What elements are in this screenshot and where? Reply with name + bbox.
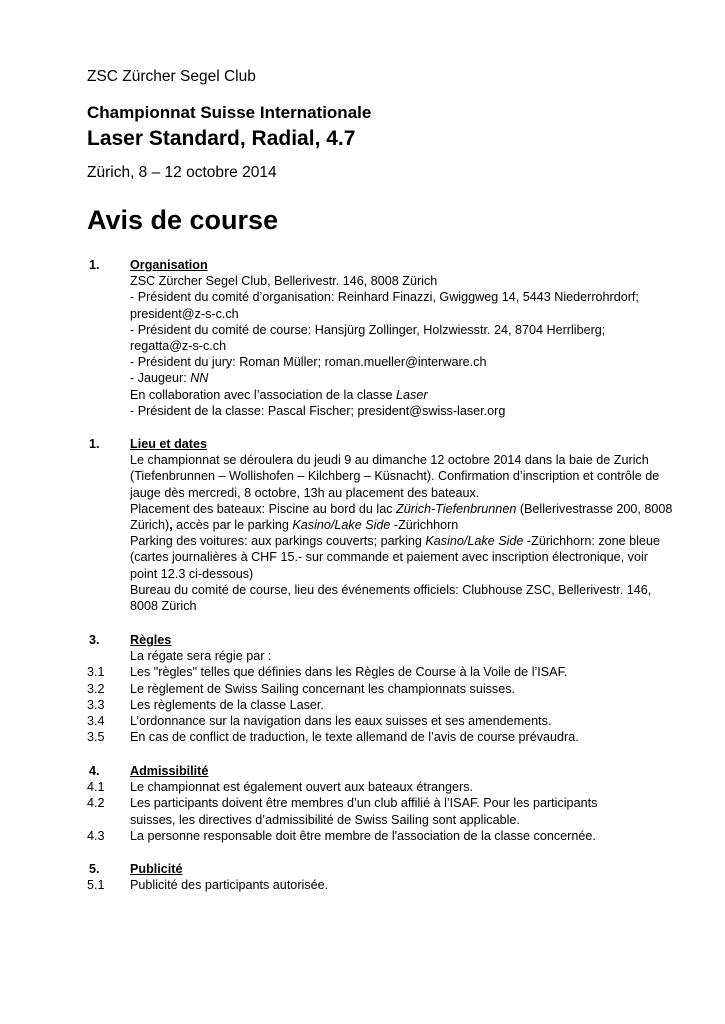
text-run: Placement des bateaux: Piscine au bord du lac: [130, 501, 397, 516]
paragraph-line: point 12.3 ci-dessous): [130, 566, 254, 581]
section-title: Publicité: [130, 862, 183, 876]
event-dates: Zürich, 8 – 12 octobre 2014: [87, 164, 277, 181]
text-run: -Zürichhorn: zone bleue: [523, 534, 660, 549]
list-item: [87, 828, 667, 844]
list-item: [87, 713, 667, 729]
item-text: Publicité des participants autorisée.: [130, 878, 329, 893]
item-number: 3.2: [87, 681, 105, 696]
section-publicite: [87, 861, 667, 893]
section-title: Règles: [130, 633, 172, 647]
jaugeur-name: NN: [190, 371, 209, 386]
item-text: suisses, les directives d’admissibilité de Swiss Sailing sont applicable.: [130, 812, 520, 827]
item-number: 4.1: [87, 780, 105, 795]
org-line: - Président du comité de course: Hansjürg Zollinger, Holzwiesstr. 24, 8704 Herrliberg;: [130, 322, 606, 337]
org-line: - Président de la classe: Pascal Fischer; president@swiss-laser.org: [130, 403, 506, 418]
section-number: 3.: [89, 633, 100, 647]
place-name: Kasino/Lake Side: [425, 534, 524, 549]
list-item: [87, 779, 667, 795]
document-title: Avis de course: [87, 205, 279, 235]
org-line: - Président du comité d’organisation: Reinhard Finazzi, Gwiggweg 14, 5443 Niederrohrdorf;: [130, 290, 639, 305]
section-number: 4.: [89, 764, 100, 778]
championship-title: Championnat Suisse Internationale: [87, 103, 372, 122]
paragraph-line: 8008 Zürich: [130, 599, 197, 614]
jaugeur-label: - Jaugeur:: [130, 371, 191, 386]
item-text: Les participants doivent être membres d’un club affilié à l’ISAF. Pour les participants: [130, 796, 598, 811]
section-regles: [87, 632, 667, 745]
item-number: 3.1: [87, 665, 105, 680]
org-line: regatta@z-s-c.ch: [130, 339, 227, 353]
item-text: En cas de conflict de traduction, le texte allemand de l’avis de course prévaudra.: [130, 730, 579, 745]
item-text: Le règlement de Swiss Sailing concernant les championnats suisses.: [130, 681, 516, 696]
boat-placement-line: [130, 517, 667, 533]
place-name: Kasino/Lake Side: [292, 518, 391, 532]
text-run: accès par le parking: [172, 518, 293, 532]
item-number: 4.2: [87, 796, 105, 811]
item-text: Les "règles" telles que définies dans les Règles de Course à la Voile de l’ISAF.: [130, 665, 568, 680]
section-organisation: [87, 257, 667, 419]
item-number: 3.3: [87, 697, 105, 712]
list-item: [87, 681, 667, 697]
text-run: (Bellerivestrasse 200, 8008: [516, 501, 673, 516]
text-run: ,: [169, 518, 173, 532]
paragraph-line: (cartes journalières à CHF 15.- sur commande et paiement avec inscription électronique, voir: [130, 550, 648, 565]
item-text: Les règlements de la classe Laser.: [130, 697, 324, 712]
car-parking-line: [130, 533, 667, 549]
org-line: ZSC Zürcher Segel Club, Bellerivestr. 146, 8008 Zürich: [130, 274, 438, 289]
section-number: 1.: [89, 258, 100, 272]
item-number: 4.3: [87, 828, 105, 843]
section-number: 5.: [89, 862, 100, 876]
org-line: - Président du jury: Roman Müller; roman.mueller@interware.ch: [130, 355, 487, 370]
list-item: [87, 664, 667, 680]
item-text: La personne responsable doit être membre de l'association de la classe concernée.: [130, 828, 596, 843]
org-line: president@z-s-c.ch: [130, 306, 239, 321]
item-text: L’ordonnance sur la navigation dans les eaux suisses et ses amendements.: [130, 714, 552, 728]
collab-class: Laser: [396, 387, 428, 402]
paragraph-line: (Tiefenbrunnen – Wollishofen – Kilchberg – Küsnacht). Confirmation d’inscription et contrôle de: [130, 469, 660, 484]
paragraph-line: Bureau du comité de course, lieu des événements officiels: Clubhouse ZSC, Bellerivestr. 146,: [130, 582, 652, 597]
section-lieu-dates: [87, 436, 673, 614]
item-text: Le championnat est également ouvert aux bateaux étrangers.: [130, 780, 474, 795]
section-title: Organisation: [130, 258, 208, 272]
section-title: Admissibilité: [130, 764, 209, 778]
section-number: 1.: [89, 437, 100, 451]
text-run: Parking des voitures: aux parkings couverts; parking: [130, 534, 426, 549]
text-run: -Zürichhorn: [390, 518, 459, 532]
list-item: [87, 795, 667, 827]
boat-placement-line: [130, 501, 673, 517]
paragraph-line: jauge dès mercredi, 8 octobre, 13h au placement des bateaux.: [130, 485, 480, 500]
jaugeur-line: [130, 370, 667, 386]
collab-label: En collaboration avec l’association de la classe: [130, 387, 397, 402]
item-number: 3.4: [87, 714, 105, 728]
text-run: Zürich): [130, 518, 170, 532]
boat-classes: Laser Standard, Radial, 4.7: [87, 127, 356, 150]
collab-line: [130, 387, 667, 403]
list-item: [87, 697, 667, 713]
club-name: ZSC Zürcher Segel Club: [87, 68, 256, 85]
place-name: Zürich-Tiefenbrunnen: [396, 501, 517, 516]
section-admissibilite: [87, 763, 667, 844]
section-intro: La régate sera régie par :: [130, 649, 272, 664]
section-title: Lieu et dates: [130, 437, 207, 451]
item-number: 5.1: [87, 878, 105, 893]
list-item: [87, 877, 667, 893]
list-item: [87, 729, 667, 745]
paragraph-line: Le championnat se déroulera du jeudi 9 au dimanche 12 octobre 2014 dans la baie de Zurich: [130, 453, 649, 468]
item-number: 3.5: [87, 730, 105, 745]
